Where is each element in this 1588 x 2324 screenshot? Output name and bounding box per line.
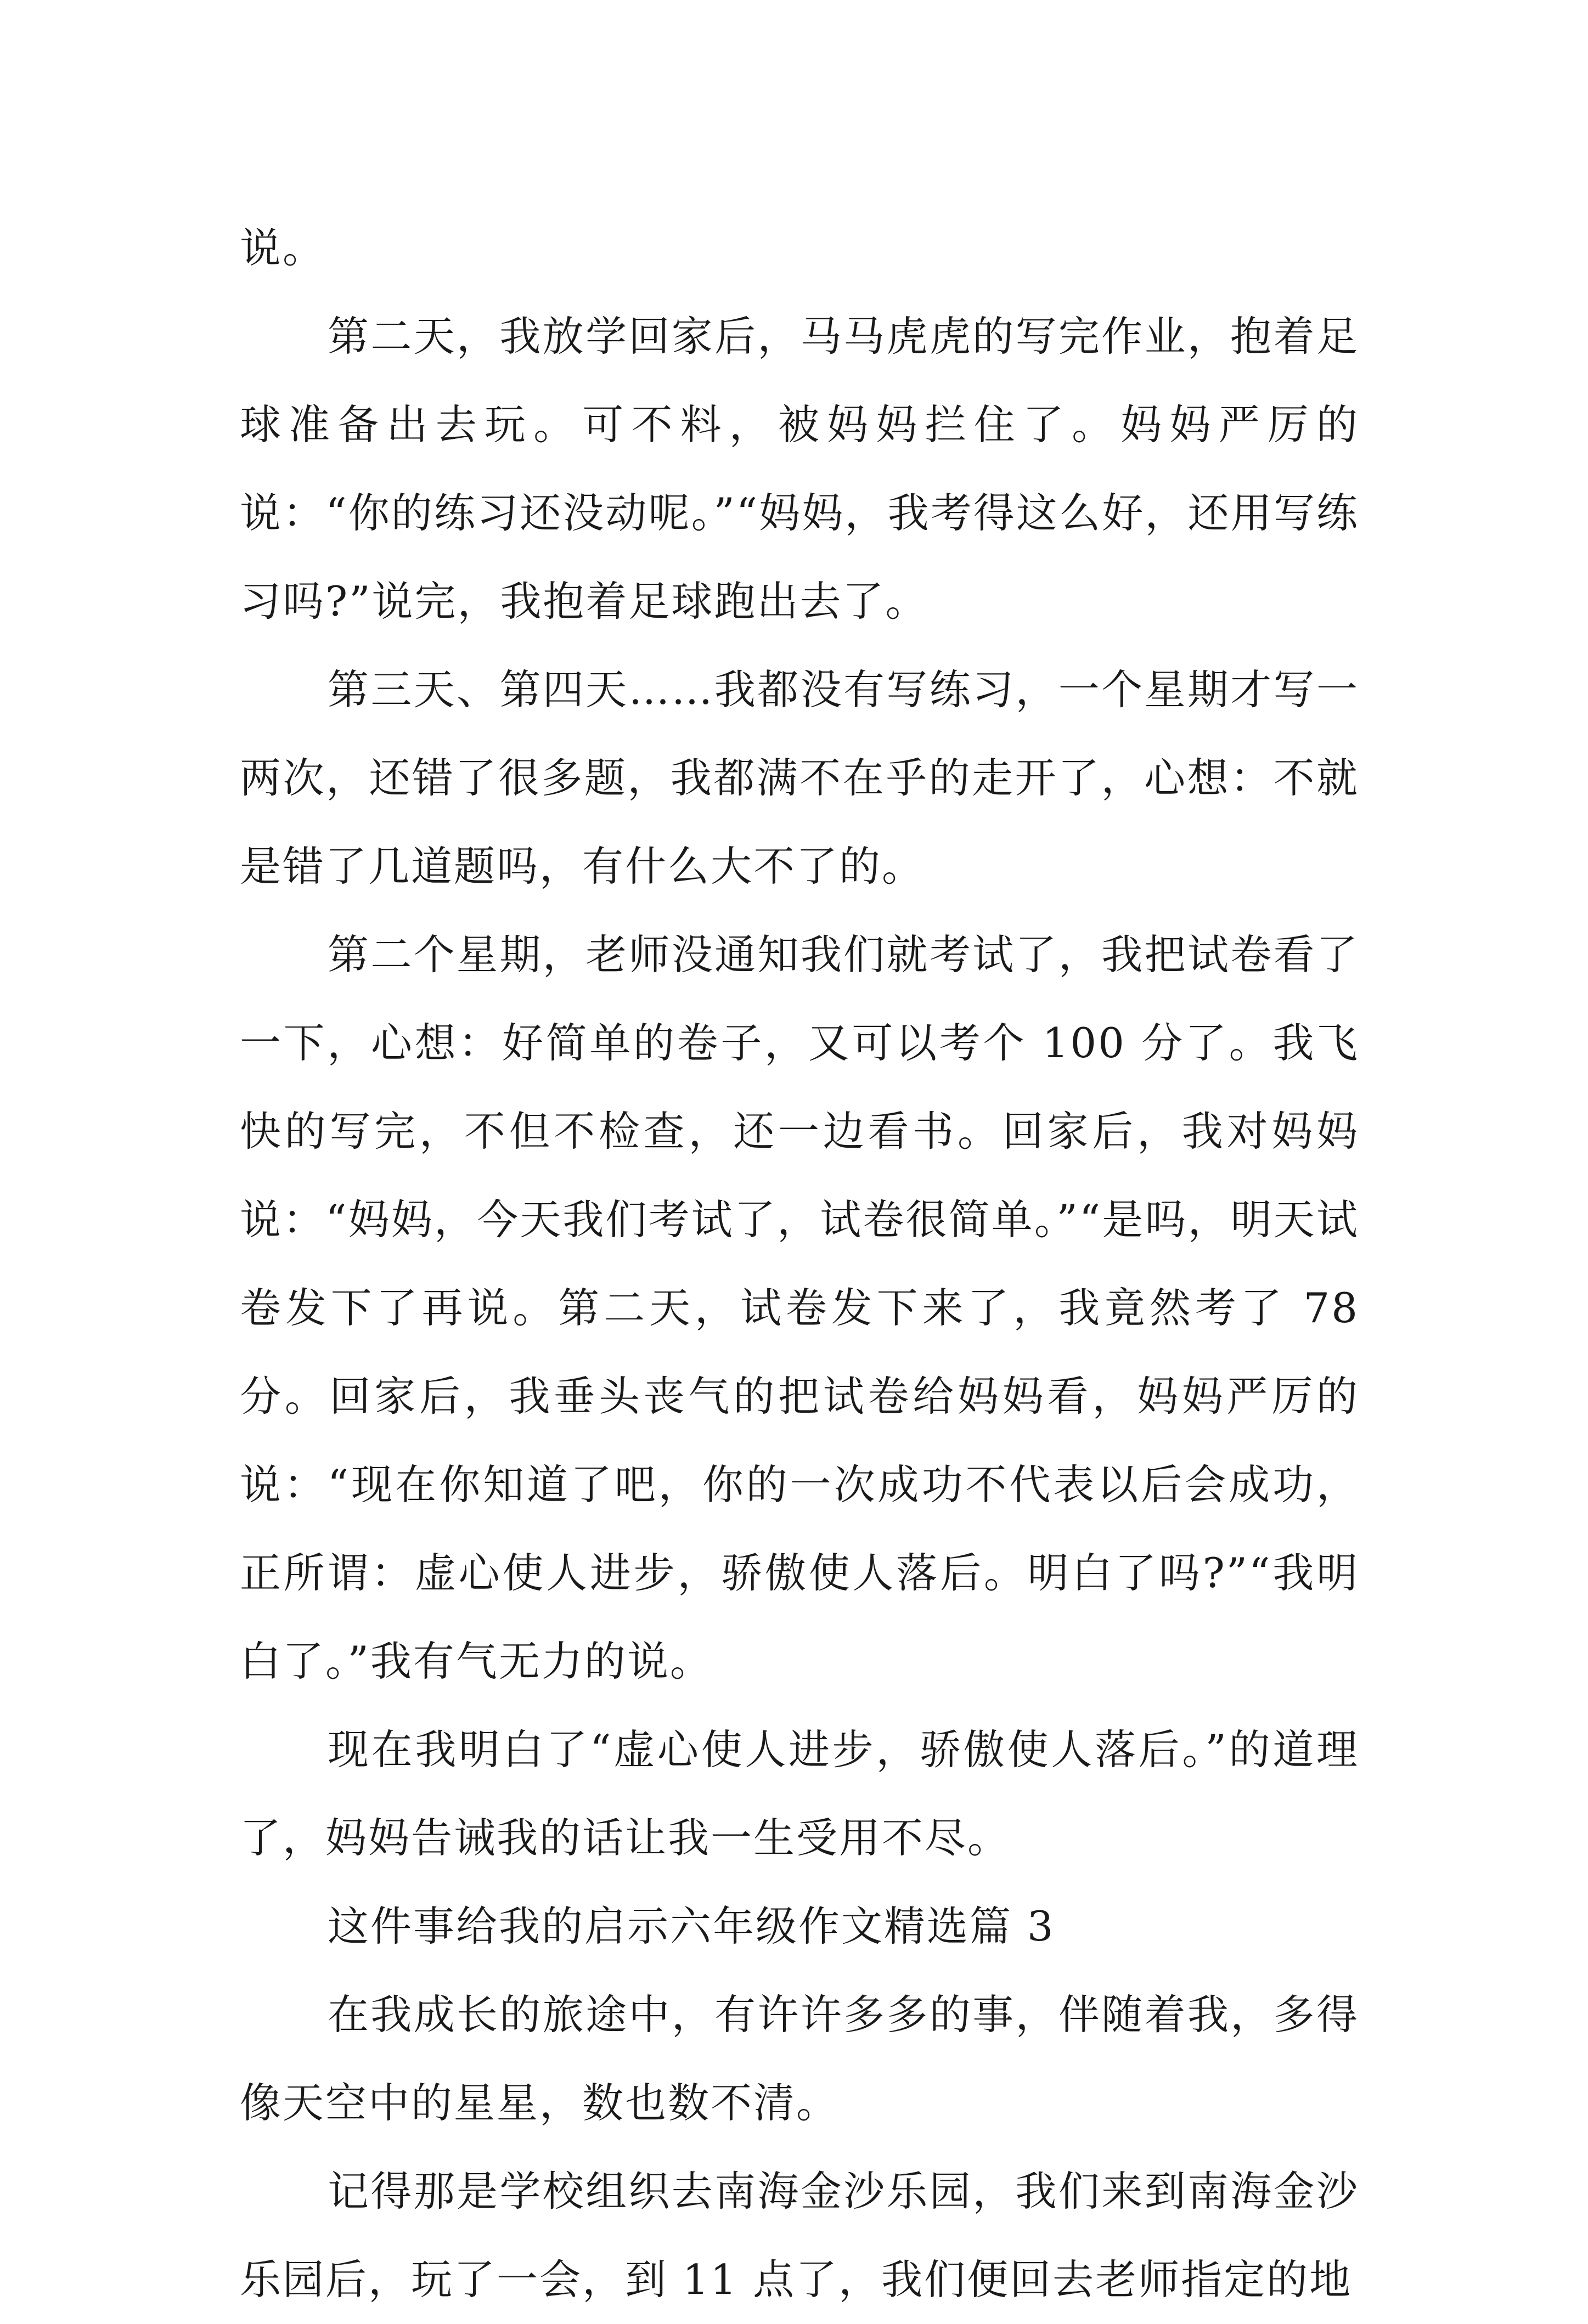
paragraph-second-day: 第二天，我放学回家后，马马虎虎的写完作业，抱着足球准备出去玩。可不料，被妈妈拦住了。妈妈严厉的说：“你的练习还没动呢。”“妈妈，我考得这么好，还用写练习吗?”说完，我抱着足球跑出去了。: [240, 312, 1359, 625]
paragraph-second-week: 第二个星期，老师没通知我们就考试了，我把试卷看了一下，心想：好简单的卷子，又可以考个 100 分了。我飞快的写完，不但不检查，还一边看书。回家后，我对妈妈说：“妈妈，今天我们考试了，试卷很简单。”“是吗，明天试卷发下了再说。第二天，试卷发下来了，我竟然考了 78 分。回家后，我垂头丧气的把试卷给妈妈看，妈妈严厉的说：“现在你知道了吧，你的一次成功不代表以后会成功，正所谓：虚心使人进步，骄傲使人落后。明白了吗?”“我明白了。”我有气无力的说。: [240, 930, 1359, 1685]
paragraph-trip: 记得那是学校组织去南海金沙乐园，我们来到南海金沙乐园后，玩了一会，到 11 点了，我们便回去老师指定的地: [240, 2167, 1359, 2304]
document-body: [240, 204, 1359, 2324]
section-heading: 这件事给我的启示六年级作文精选篇 3: [328, 1902, 1055, 1950]
paragraph-continuation: 说。: [240, 224, 326, 272]
paragraph-journey: 在我成长的旅途中，有许许多多的事，伴随着我，多得像天空中的星星，数也数不清。: [240, 1990, 1359, 2127]
paragraph-lesson: 现在我明白了“虚心使人进步，骄傲使人落后。”的道理了，妈妈告诫我的话让我一生受用不尽。: [240, 1725, 1359, 1862]
paragraph-third-day: 第三天、第四天……我都没有写练习，一个星期才写一两次，还错了很多题，我都满不在乎的走开了，心想：不就是错了几道题吗，有什么大不了的。: [240, 665, 1359, 890]
